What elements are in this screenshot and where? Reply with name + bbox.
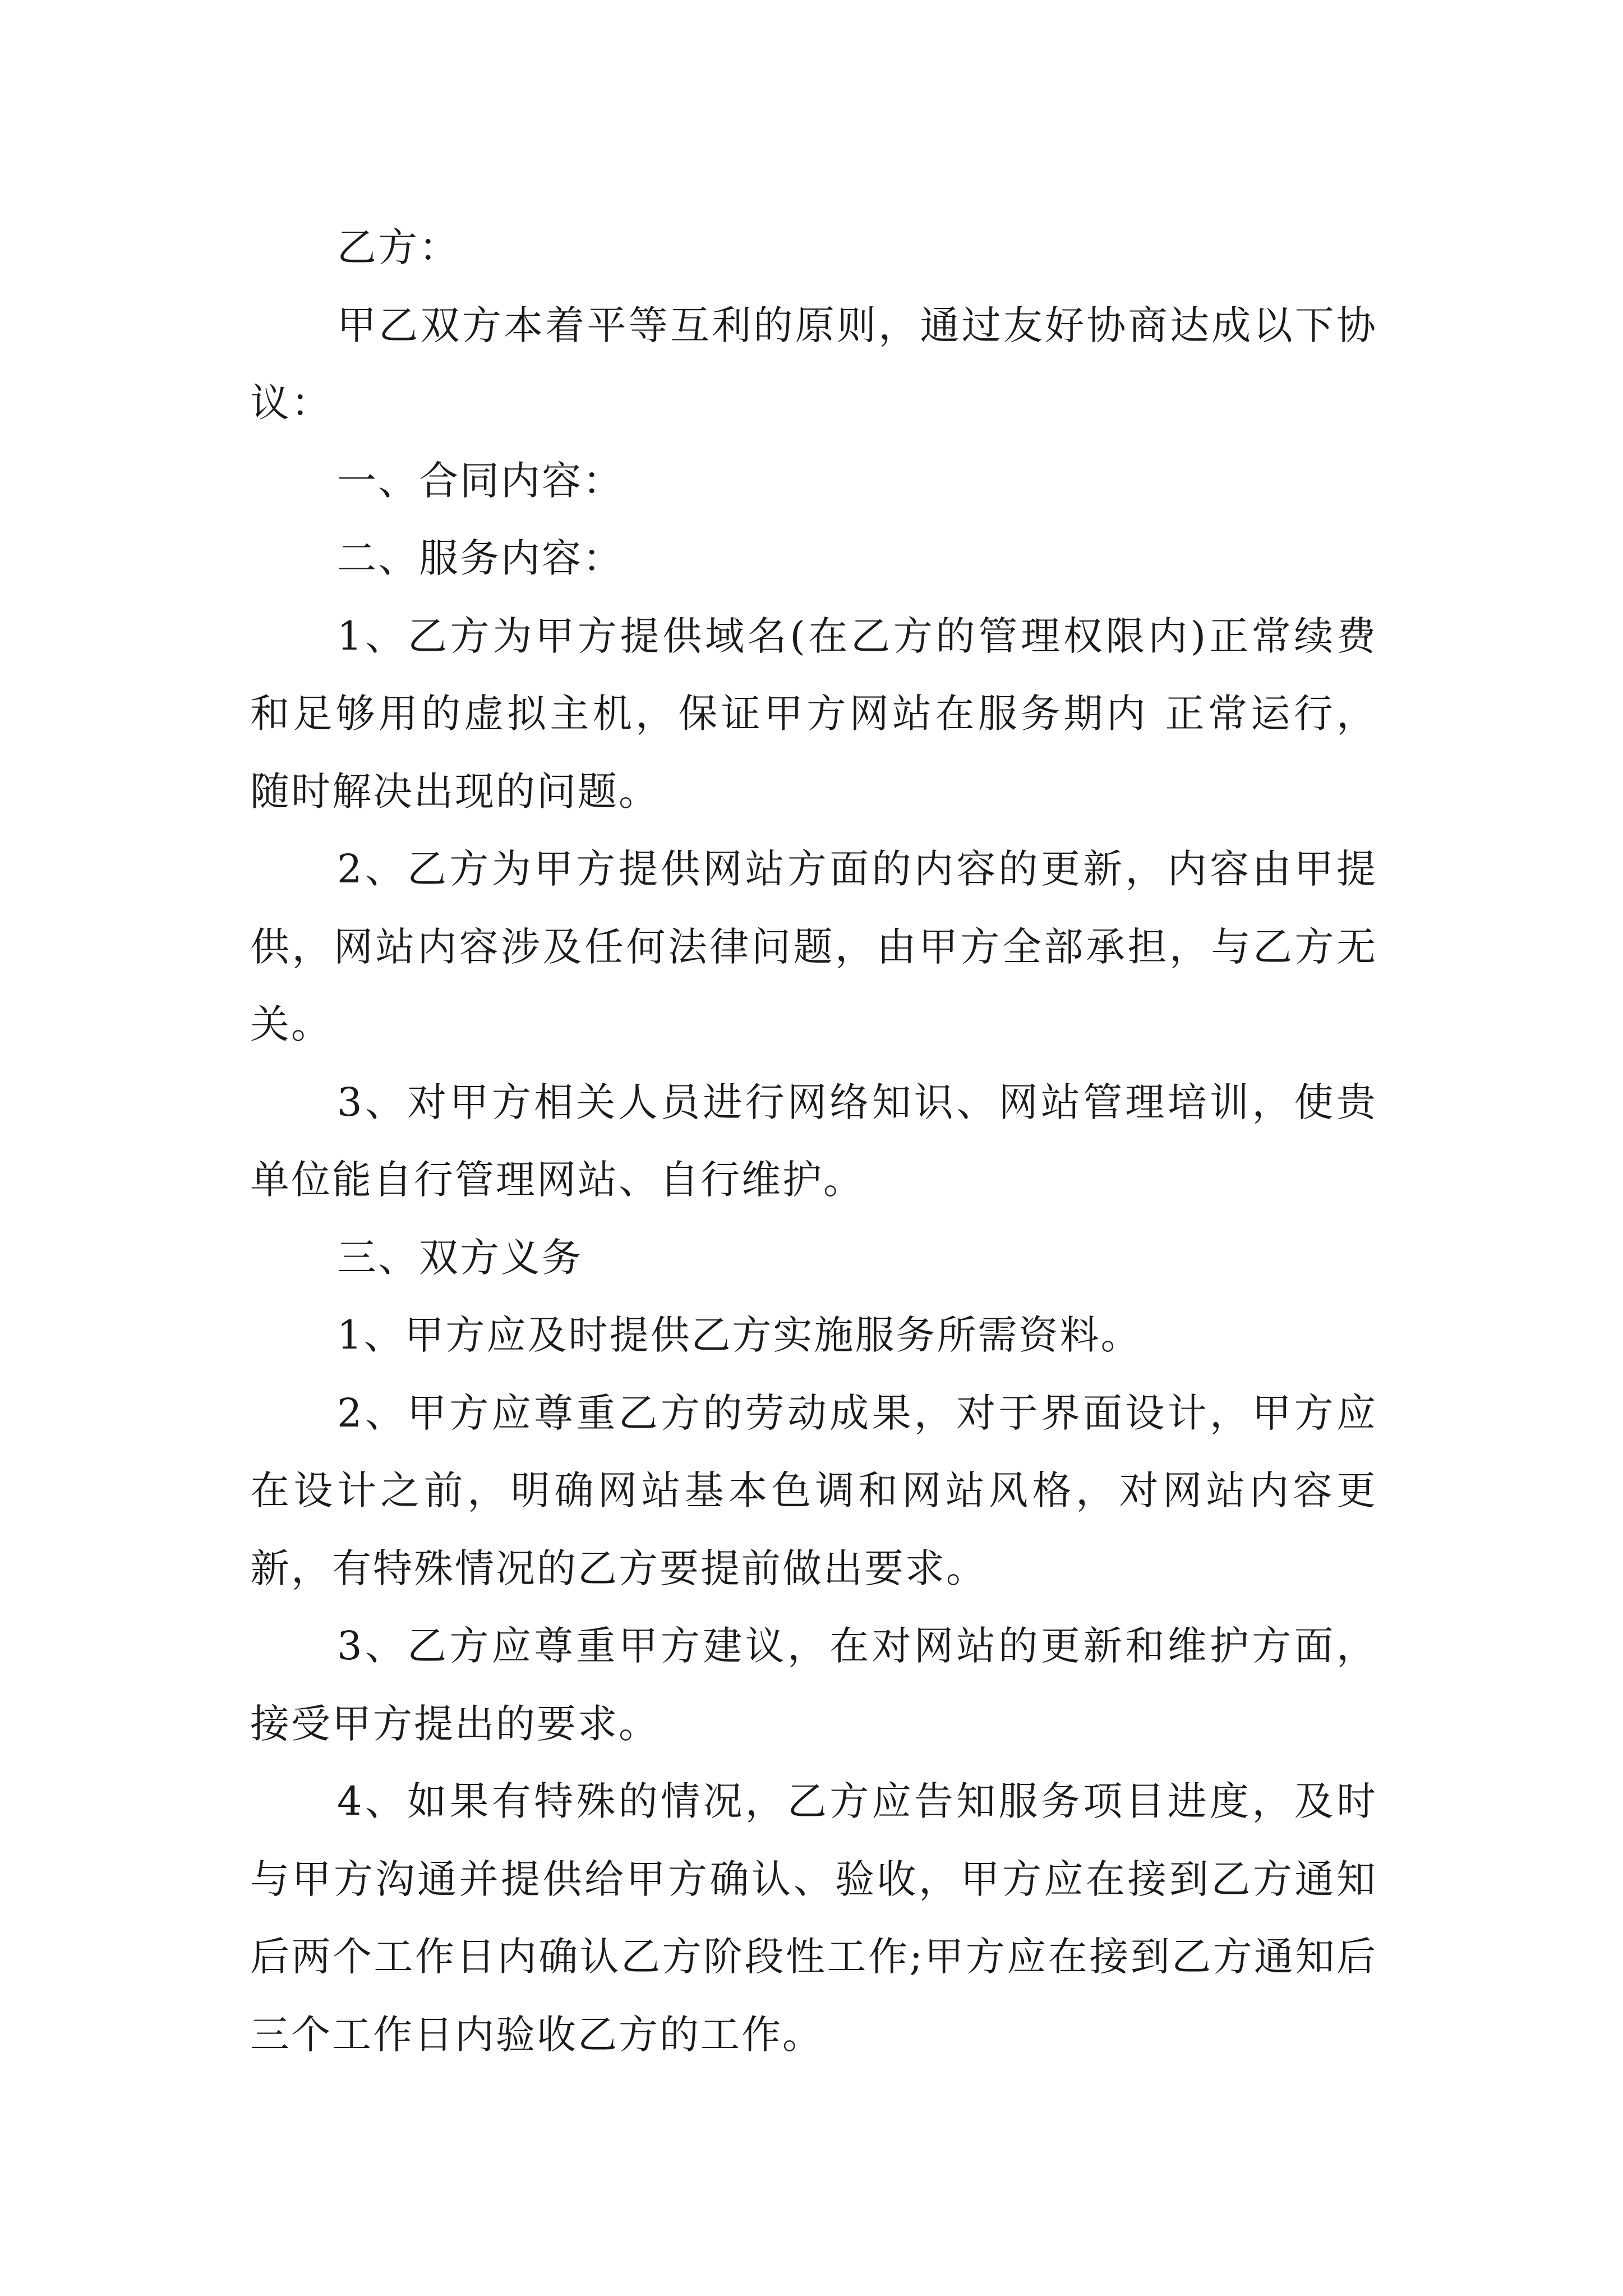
obligation-item-3: 3、乙方应尊重甲方建议，在对网站的更新和维护方面，接受甲方提出的要求。 bbox=[250, 1623, 1377, 1747]
section-heading-contract-content: 一、合同内容： bbox=[337, 457, 624, 504]
service-item-3: 3、对甲方相关人员进行网络知识、网站管理培训，使贵单位能自行管理网站、自行维护。 bbox=[250, 1079, 1377, 1203]
obligation-item-1: 1、甲方应及时提供乙方实施服务所需资料。 bbox=[337, 1312, 1142, 1358]
section-heading-obligations: 三、双方义务 bbox=[337, 1234, 583, 1281]
section-heading-service-content: 二、服务内容： bbox=[337, 535, 624, 581]
service-item-2: 2、乙方为甲方提供网站方面的内容的更新，内容由甲提供，网站内容涉及任何法律问题，由甲方全部承担，与乙方无关。 bbox=[250, 846, 1377, 1047]
obligation-item-2: 2、甲方应尊重乙方的劳动成果，对于界面设计，甲方应在设计之前，明确网站基本色调和网站风格，对网站内容更新，有特殊情况的乙方要提前做出要求。 bbox=[250, 1389, 1377, 1591]
preamble-paragraph: 甲乙双方本着平等互利的原则，通过友好协商达成以下协议： bbox=[250, 302, 1377, 426]
obligation-item-4: 4、如果有特殊的情况，乙方应告知服务项目进度，及时与甲方沟通并提供给甲方确认、验收，甲方应在接到乙方通知后两个工作日内确认乙方阶段性工作;甲方应在接到乙方通知后三个工作日内验收乙方的工作。 bbox=[250, 1778, 1377, 2058]
party-b-line: 乙方： bbox=[337, 224, 460, 270]
service-item-1: 1、乙方为甲方提供域名(在乙方的管理权限内)正常续费和足够用的虚拟主机，保证甲方网站在服务期内 正常运行， 随时解决出现的问题。 bbox=[250, 613, 1377, 815]
document-body bbox=[250, 209, 1377, 2073]
